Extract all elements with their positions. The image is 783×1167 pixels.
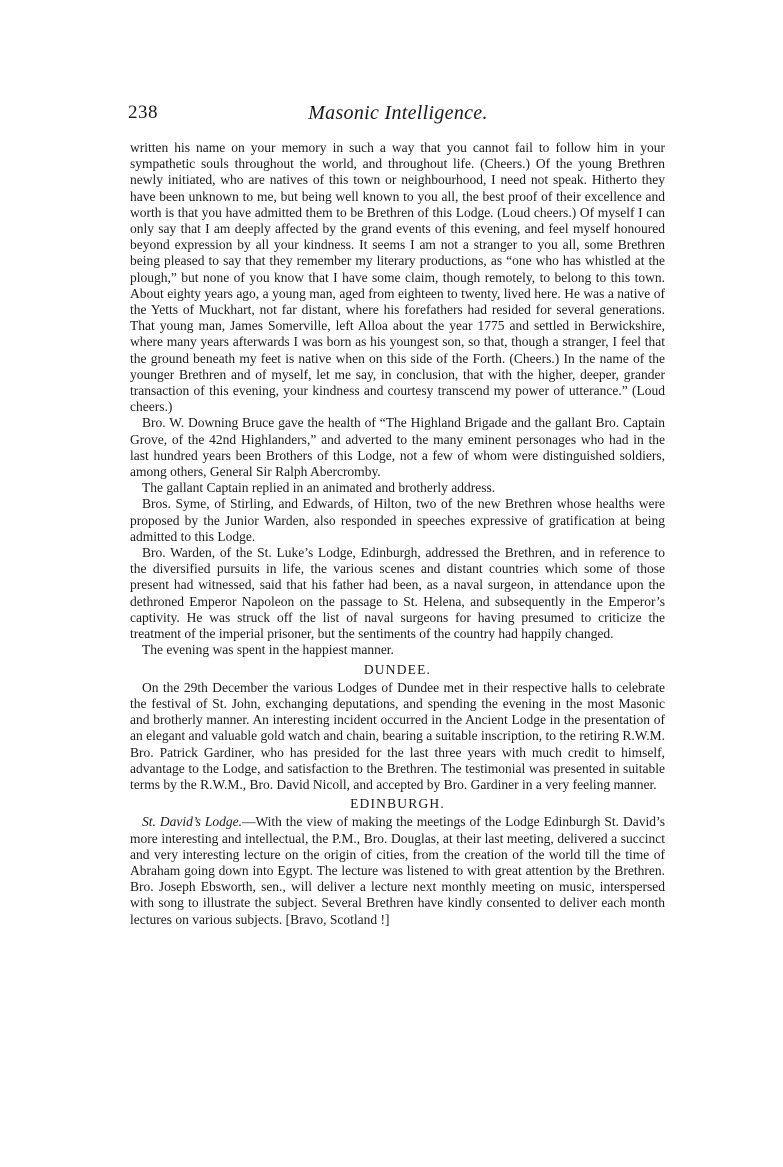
paragraph-speech-continuation: written his name on your memory in such a way that you cannot fail to follow him in your sympathetic souls throughout the world, and throughout life. (Cheers.) Of the young Brethren newly initiated, who are natives of this town or neighbourhood, I need not speak. Hitherto they have been unknown to me, but being well known to you all, the best proof of their excellence and worth is that you have admitted them to be Brethren of this Lodge. (Loud cheers.) Of myself I can only say that I am deeply affected by the grand events of this evening, and feel myself honoured beyond expression by all your kindness. It seems I am not a stranger to you all, some Brethren being pleased to say that they remember my literary productions, as “one who has whistled at the plough,” but none of you know that I have some claim, though remotely, to belong to this town. About eighty years ago, a young man, aged from eighteen to twenty, lived here. He was a native of the Yetts of Muckhart, not far distant, where his forefathers had resided for several generations. That young man, James Somerville, left Alloa about the year 1775 and settled in Berwickshire, where many years afterwards I was born as his youngest son, so that, though a stranger, I feel that the ground beneath my feet is native when on this side of the Forth. (Cheers.) In the name of the younger Brethren and of myself, let me say, in conclusion, that with the higher, deeper, grander transaction of this evening, your kindness and courtesy transcend my power of utterance.” (Loud cheers.) <box>130 140 665 415</box>
paragraph-syme-edwards: Bros. Syme, of Stirling, and Edwards, of Hilton, two of the new Brethren whose healths were proposed by the Junior Warden, also responded in speeches expressive of gratification at being admitted to this Lodge. <box>130 496 665 544</box>
section-heading-dundee: DUNDEE. <box>363 661 432 677</box>
page-number: 238 <box>128 102 158 123</box>
paragraph-dundee-report: On the 29th December the various Lodges of Dundee met in their respective halls to celebrate the festival of St. John, exchanging deputations, and spending the evening in the most Masonic and brotherly manner. An interesting incident occurred in the Ancient Lodge in the presentation of an elegant and valuable gold watch and chain, bearing a suitable inscription, to the retiring R.W.M. Bro. Patrick Gardiner, who has presided for the last three years with much credit to himself, advantage to the Lodge, and satisfaction to the Brethren. The testimonial was presented in suitable terms by the R.W.M., Bro. David Nicoll, and accepted by Bro. Gardiner in a very feeling manner. <box>130 679 665 792</box>
st-davids-lodge-text: —With the view of making the meetings of the Lodge Edinburgh St. David’s more interesting and intellectual, the P.M., Bro. Douglas, at their last meeting, delivered a succinct and very interesting lecture on the origin of cities, from the creation of the world till the time of Abraham going down into Egypt. The lecture was listened to with great attention by the Brethren. Bro. Joseph Ebsworth, sen., will deliver a lecture next monthly meeting on music, interspersed with song to illustrate the subject. Several Brethren have kindly consented to deliver each month lectures on various subjects. [Bravo, Scotland !] <box>130 814 665 927</box>
section-heading-edinburgh: EDINBURGH. <box>350 796 445 812</box>
running-title: Masonic Intelligence. <box>308 102 488 124</box>
paragraph-st-davids-lodge <box>130 814 665 927</box>
st-davids-lodge-lead: St. David’s Lodge. <box>142 814 242 830</box>
running-head <box>128 102 668 128</box>
paragraph-captain-reply: The gallant Captain replied in an animated and brotherly address. <box>142 480 496 496</box>
paragraph-evening-close: The evening was spent in the happiest manner. <box>142 642 394 658</box>
paragraph-downing-bruce-toast: Bro. W. Downing Bruce gave the health of “The Highland Brigade and the gallant Bro. Captain Grove, of the 42nd Highlanders,” and adverted to the many eminent personages who had in the last hundred years been Brothers of this Lodge, not a few of whom were distinguished soldiers, among others, General Sir Ralph Abercromby. <box>130 415 665 480</box>
article-body <box>130 140 665 928</box>
paragraph-warden-address: Bro. Warden, of the St. Luke’s Lodge, Edinburgh, addressed the Brethren, and in reference to the diversified pursuits in life, the various scenes and distant countries which some of those present had witnessed, said that his father had been, as a naval surgeon, in attendance upon the dethroned Emperor Napoleon on the passage to St. Helena, and subsequently in the Emperor’s captivity. He was struck off the list of naval surgeons for having presumed to criticize the treatment of the imperial prisoner, but the sentiments of the country had happily changed. <box>130 545 665 642</box>
